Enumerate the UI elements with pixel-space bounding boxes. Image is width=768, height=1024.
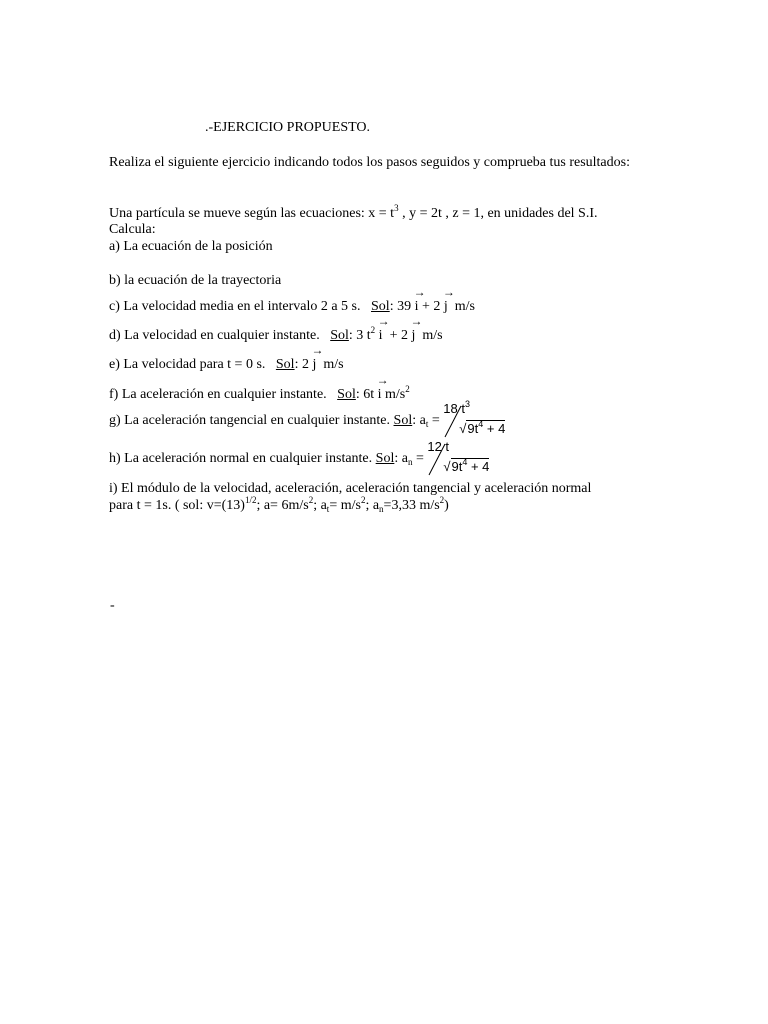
- sol-label: Sol: [337, 387, 356, 402]
- arrow-icon: →: [442, 285, 455, 299]
- i-letter: i: [378, 328, 383, 343]
- item-d-text: d) La velocidad en cualquier instante.: [109, 328, 320, 343]
- j-letter: j: [443, 299, 448, 314]
- item-i-line2: [109, 497, 449, 515]
- f-sol-value: 6t: [363, 387, 375, 402]
- arrow-icon: →: [311, 343, 324, 357]
- i-exp: 1/2: [244, 495, 257, 505]
- exercise-title: .-EJERCICIO PROPUESTO.: [205, 120, 371, 135]
- g-sub: t: [425, 419, 429, 429]
- c-sol-plus: + 2: [421, 299, 441, 314]
- item-e-text: e) La velocidad para t = 0 s.: [109, 357, 266, 372]
- h-fraction: [427, 439, 517, 480]
- item-f-text: f) La aceleración en cualquier instante.: [109, 387, 327, 402]
- item-h-text: h) La aceleración normal en cualquier instante.: [109, 451, 373, 466]
- item-e: [109, 343, 344, 373]
- colon: :: [389, 299, 394, 314]
- item-c-text: c) La velocidad media en el intervalo 2 a 5 s.: [109, 299, 361, 314]
- i-a: ; a= 6m/s: [256, 498, 309, 513]
- h-numerator: 12 t: [427, 439, 450, 454]
- item-c: [109, 285, 476, 315]
- item-a: a) La ecuación de la posición: [109, 239, 273, 254]
- arrow-icon: →: [376, 373, 389, 387]
- g-a: a: [419, 413, 426, 428]
- colon: :: [294, 357, 299, 372]
- g-denominator: $√9t^4 + 4$: [459, 419, 506, 436]
- exp: 2: [308, 495, 314, 505]
- i-at: ; a: [313, 498, 327, 513]
- d-sol-plus: + 2: [389, 328, 408, 343]
- i-close: ): [444, 498, 449, 513]
- den-exp: 4: [478, 419, 484, 429]
- calcula-line: Calcula:: [109, 222, 156, 237]
- exp: 2: [405, 384, 410, 394]
- statement-exp: 3: [394, 203, 399, 213]
- sol-label: Sol: [371, 299, 390, 314]
- sol-label: Sol: [393, 413, 413, 428]
- i-letter: i: [414, 299, 419, 314]
- unit: m/s: [422, 328, 443, 343]
- item-h: [109, 439, 517, 480]
- statement-suffix: , y = 2t , z = 1, en unidades del S.I.: [398, 206, 598, 221]
- i-vector: [413, 285, 426, 315]
- colon: :: [355, 387, 360, 402]
- unit: m/s: [323, 357, 344, 372]
- j-vector: [311, 343, 324, 373]
- i-at-val: = m/s: [329, 498, 361, 513]
- i-letter: i: [377, 387, 382, 402]
- item-f: [109, 373, 410, 404]
- h-a: a: [401, 451, 408, 466]
- equals: =: [428, 413, 440, 428]
- trailing-dash: -: [110, 598, 115, 613]
- i-an: ; a: [365, 498, 380, 513]
- arrow-icon: →: [410, 314, 423, 328]
- g-fraction: [443, 399, 533, 442]
- den-post: + 4: [467, 459, 490, 474]
- i-an-sub: n: [379, 504, 384, 514]
- exp: 2: [360, 495, 366, 505]
- exp: 2: [370, 325, 376, 335]
- item-d: [109, 314, 443, 345]
- den-post: + 4: [483, 421, 506, 436]
- j-letter: j: [312, 357, 317, 372]
- den-text: 9t: [467, 421, 479, 436]
- intro-paragraph: Realiza el siguiente ejercicio indicando todos los pasos seguidos y comprueba tus resultados:: [109, 155, 630, 170]
- item-i-line1: i) El módulo de la velocidad, aceleración, aceleración tangencial y aceleración normal: [109, 481, 592, 496]
- equals: =: [412, 451, 424, 466]
- arrow-icon: →: [413, 285, 426, 299]
- den-text: 9t: [451, 459, 463, 474]
- h-denominator: $√9t^4 + 4$: [443, 457, 490, 474]
- arrow-icon: →: [377, 314, 390, 328]
- item-g: [109, 399, 533, 442]
- colon: :: [412, 413, 417, 428]
- colon: :: [394, 451, 399, 466]
- item-b: b) la ecuación de la trayectoria: [109, 273, 282, 288]
- e-sol-value: 2: [301, 357, 309, 372]
- i-vector: [376, 373, 389, 403]
- sol-label: Sol: [275, 357, 295, 372]
- i-vector: [377, 314, 390, 344]
- unit: m/s: [385, 387, 406, 402]
- sol-label: Sol: [375, 451, 395, 466]
- g-num-exp: 3: [464, 399, 470, 409]
- i-at-sub: t: [326, 504, 330, 514]
- j-vector: [410, 314, 423, 344]
- j-letter: j: [411, 328, 416, 343]
- statement-prefix: Una partícula se mueve según las ecuaciones: x = t: [109, 206, 395, 221]
- statement-line: [109, 205, 598, 223]
- den-exp: 4: [462, 457, 468, 467]
- colon: :: [348, 328, 353, 343]
- unit: m/s: [454, 299, 476, 314]
- g-num-text: 18 t: [443, 401, 465, 416]
- i-an-val: =3,33 m/s: [383, 498, 440, 513]
- c-sol-value: 39: [397, 299, 412, 314]
- d-sol-value: 3 t: [356, 328, 371, 343]
- sol-label: Sol: [330, 328, 349, 343]
- j-vector: [442, 285, 455, 315]
- i-text: para t = 1s. ( sol: v=(13): [109, 498, 245, 513]
- item-g-text: g) La aceleración tangencial en cualquier instante.: [109, 413, 391, 428]
- exp: 2: [439, 495, 445, 505]
- h-sub: n: [407, 457, 413, 467]
